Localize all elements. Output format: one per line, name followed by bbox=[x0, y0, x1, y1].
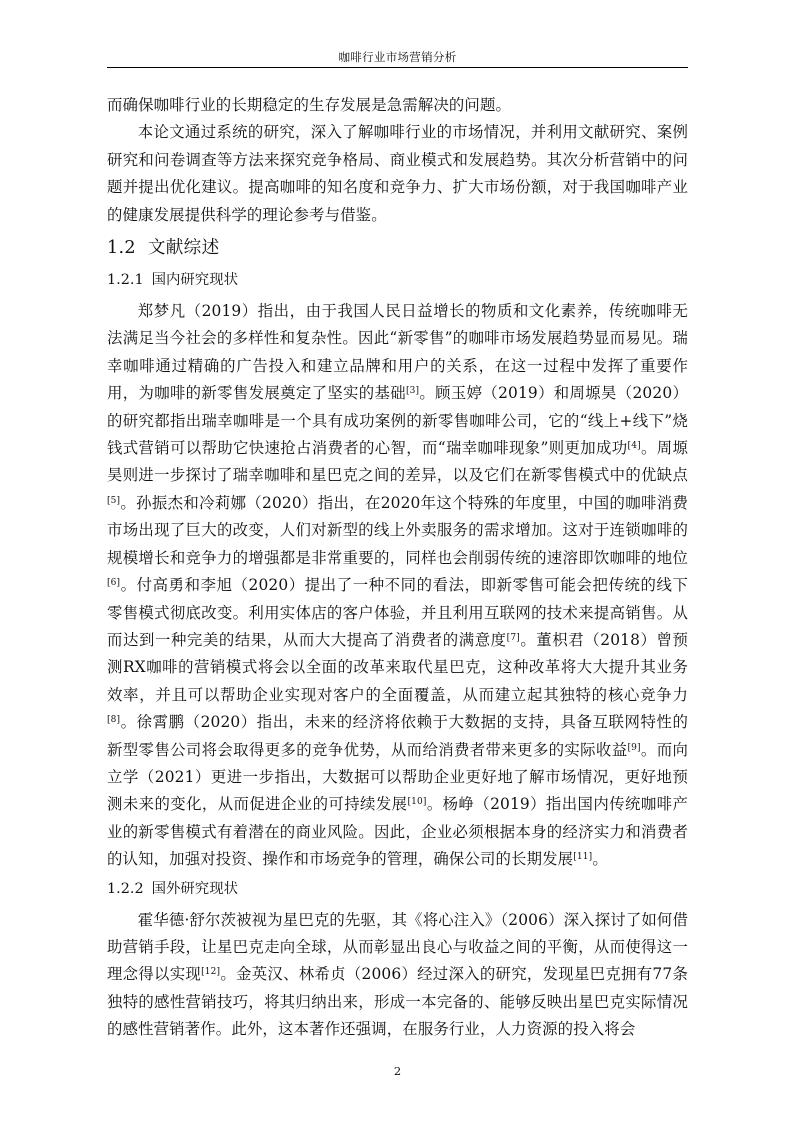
citation: [7] bbox=[506, 632, 520, 643]
paragraph-domestic-research bbox=[107, 298, 688, 874]
text-run: 。周塬昊则进一步探讨了瑞幸咖啡和星巴克之间的差异，以及它们在新零售模式中的优缺点 bbox=[107, 439, 688, 485]
citation: [3] bbox=[406, 386, 420, 397]
paragraph-thesis-overview: 本论文通过系统的研究，深入了解咖啡行业的市场情况，并利用文献研究、案例研究和问卷调查等方法来探究竞争格局、商业模式和发展趋势。其次分析营销中的问题并提出优化建议。提高咖啡的知名度和竞争力、扩大市场份额，对于我国咖啡产业的健康发展提供科学的理论参考与借鉴。 bbox=[107, 123, 688, 224]
subsection-number: 1.2.1 bbox=[107, 272, 144, 289]
text-run: 。付高勇和李旭（2020）提出了一种不同的看法，即新零售可能会把传统的线下零售模式彻底改变。利用实体店的客户体验，并且利用互联网的技术来提高销售。从而达到一种完美的结果，从而大大提高了消费者的满意度 bbox=[107, 576, 688, 649]
subsection-title: 国内研究现状 bbox=[151, 272, 238, 289]
section-title: 文献综述 bbox=[147, 238, 220, 259]
subsection-title: 国外研究现状 bbox=[151, 880, 238, 897]
text-run: 。徐霄鹏（2020）指出，未来的经济将依赖于大数据的支持，具备互联网特性的新型零售公司将会取得更多的竞争优势，从而给消费者带来更多的实际收益 bbox=[107, 713, 688, 759]
section-number: 1.2 bbox=[107, 238, 136, 259]
text-run: 郑梦凡（2019）指出，由于我国人民日益增长的物质和文化素养，传统咖啡无法满足当今社会的多样性和复杂性。因此“新零售”的咖啡市场发展趋势显而易见。瑞幸咖啡通过精确的广告投入和建立品牌和用户的关系，在这一过程中发挥了重要作用，为咖啡的新零售发展奠定了坚实的基础 bbox=[107, 302, 688, 403]
text-run: 。孙振杰和冷莉娜（2020）指出，在2020年这个特殊的年度里，中国的咖啡消费市场出现了巨大的改变，人们对新型的线上外卖服务的需求增加。这对于连锁咖啡的规模增长和竞争力的增强都是非常重要的，同样也会削弱传统的速溶即饮咖啡的地位 bbox=[107, 493, 688, 567]
header-rule bbox=[107, 67, 688, 68]
citation: [4] bbox=[627, 441, 641, 452]
subsection-heading-1-2-1 bbox=[107, 267, 688, 294]
citation: [6] bbox=[107, 578, 121, 589]
section-heading-1-2 bbox=[107, 231, 688, 265]
citation: [11] bbox=[573, 852, 593, 863]
paragraph-continuation: 而确保咖啡行业的长期稳定的生存发展是急需解决的问题。 bbox=[107, 96, 512, 114]
citation: [10] bbox=[407, 797, 427, 808]
text-run: 。 bbox=[592, 850, 608, 869]
citation: [12] bbox=[201, 967, 221, 978]
subsection-number: 1.2.2 bbox=[107, 880, 144, 897]
page-body bbox=[107, 92, 688, 1044]
paragraph-foreign-research bbox=[107, 907, 688, 1044]
text-run: 。顾玉婷（2019）和周塬昊（2020）的研究都指出瑞幸咖啡是一个具有成功案例的新零售咖啡公司，它的“线上+线下”烧钱式营销可以帮助它快速抢占消费者的心智，而“瑞幸咖啡现象”则更加成功 bbox=[107, 384, 688, 458]
subsection-heading-1-2-2 bbox=[107, 876, 688, 903]
text-run: 。董枳君（2018）曾预测RX咖啡的营销模式将会以全面的改革来取代星巴克，这种改革将大大提升其业务效率，并且可以帮助企业实现对客户的全面覆盖，从而建立起其独特的核心竞争力 bbox=[107, 630, 688, 704]
text-run: 。杨峥（2019）指出国内传统咖啡产业的新零售模式有着潜在的商业风险。因此，企业必须根据本身的经济实力和消费者的认知，加强对投资、操作和市场竞争的管理，确保公司的长期发展 bbox=[107, 795, 688, 869]
citation: [8] bbox=[107, 715, 121, 726]
citation: [5] bbox=[107, 495, 121, 506]
text-run: 。而向立学（2021）更进一步指出，大数据可以帮助企业更好地了解市场情况，更好地预测未来的变化，从而促进企业的可持续发展 bbox=[107, 740, 689, 814]
page-number: 2 bbox=[393, 1064, 402, 1078]
text-run: 霍华德·舒尔茨被视为星巴克的先驱，其《将心注入》（2006）深入探讨了如何借助营销手段，让星巴克走向全球，从而彰显出良心与收益之间的平衡，从而使得这一理念得以实现 bbox=[107, 910, 688, 984]
running-header: 咖啡行业市场营销分析 bbox=[338, 50, 457, 64]
text-run: 。金英汉、林希贞（2006）经过深入的研究，发现星巴克拥有77条独特的感性营销技巧，将其归纳出来，形成一本完备的、能够反映出星巴克实际情况的感性营销著作。此外，这本著作还强调，在服务行业，人力资源的投入将会 bbox=[107, 965, 688, 1039]
citation: [9] bbox=[627, 742, 641, 753]
